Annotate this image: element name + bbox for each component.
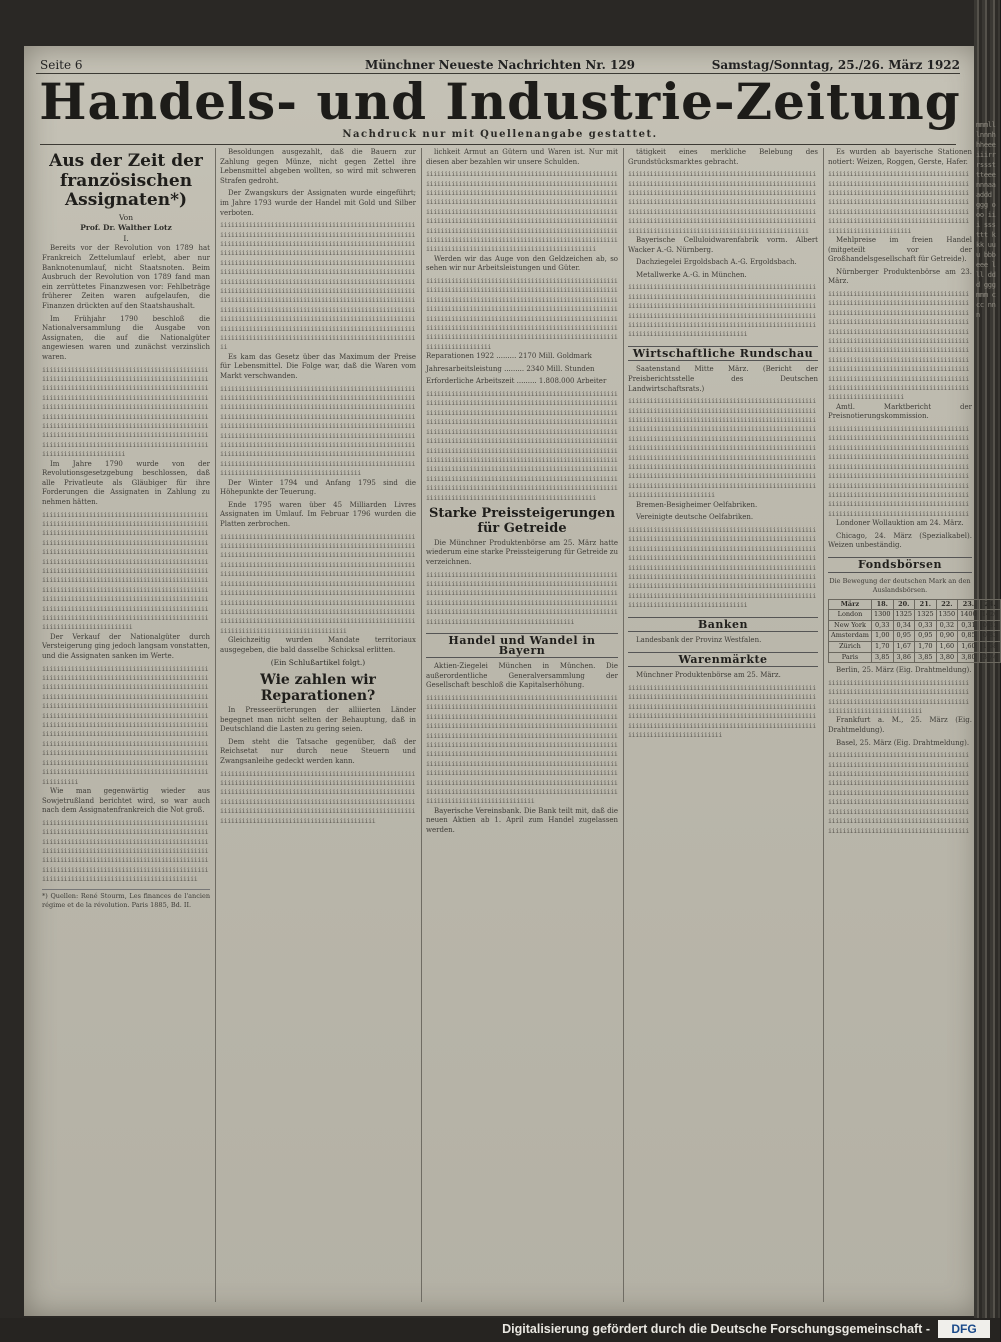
issue-date: Samstag/Sonntag, 25./26. März 1922	[711, 58, 960, 72]
column-1	[42, 148, 210, 1302]
masthead-rule	[40, 144, 956, 145]
article-paragraph: Dem steht die Tatsache gegenüber, daß der Reichsetat nur durch neue Steuern und Zwangsanleihe gedeckt werden kann.	[220, 737, 416, 766]
table-header-cell: März	[829, 599, 872, 610]
illegible-text-block: iiiiiiiiiiiiiiiiiiiiiiiiiiiiiiiiiiiiiiiiiiiiiiiiiiiiiiiiiiiiiiiiiiiiiiiiiiiiiiiiiiiiiiiiiiiiiiiiiiiiiiiiiiiiiiiiiiiiiiiiiiiiiiiiiiiiiiiiiiiiiiiiiiiiiiiiiiiiiiiiiiiiiiiiiiiiiiiiiiiiiiiiiiiiiiiiiiiiiiiiiiiiiiiiiiiiiiiiiiiiiiiiiiiiiiiiiiiiiiiiiiiiiiiiiiiiiiiiiiiiiiiiiiiiiiiiiiiiiiiiiiiiiiiiiiiiiiiiiiiiiiiiii	[426, 570, 618, 626]
article-paragraph: Die Münchner Produktenbörse am 25. März hatte wiederum eine starke Preissteigerung für Getreide zu verzeichnen.	[426, 538, 619, 566]
table-cell: 3,80	[936, 652, 958, 663]
illegible-text-block: iiiiiiiiiiiiiiiiiiiiiiiiiiiiiiiiiiiiiiiiiiiiiiiiiiiiiiiiiiiiiiiiiiiiiiiiiiiiiiiiiiiiiiiiiiiiiiiiiiiiiiiiiiiiiiiiiiiiiiiiiiiiiiiiiiiiiiiiiiiiiiiiiiiiiiiiiiiiiiiiiiiiiiiiiiiiiiiiiiiiiiiiiiiiiiiiiiiiiiiiiiiiiiiiiiiiiiiiiiiiiiiiiiiiiiiiiiiiiiiiiiiiiiiiiiiiiiiii	[828, 170, 969, 235]
article-headline-assignaten: Aus der Zeit der französischen Assignaten*)	[49, 151, 203, 211]
table-cell: 3,85	[871, 652, 893, 663]
table-row	[829, 642, 1001, 653]
newspaper-name: Münchner Neueste Nachrichten Nr. 129	[364, 58, 636, 72]
table-cell: 1,60	[958, 642, 980, 653]
table-cell: 3,74	[979, 652, 1001, 663]
illegible-text-block: iiiiiiiiiiiiiiiiiiiiiiiiiiiiiiiiiiiiiiiiiiiiiiiiiiiiiiiiiiiiiiiiiiiiiiiiiiiiiiiiiiiiiiiiiiiiiiiiiiiiiiiiiiiiiiiiiiiiiiiiiiiiiiiiiiiiiiiiiiiiiiiiiiiiiiiiiiiiiiiiiiiiiiiiiiiiiiiiiiiiiiiiiiiiiiiiiiiiiiiiiiiiiiiiiiiiiiiiiiiiiiiiiiiiiiiiiiiiiiiiiiiiiiiiiiiiiiiiiiiiiiiiiiiiiiiiiiiiiiiiiiiiiiiiiiiiiiiiiiiiiiiiiiiiiiiiiiiiiiiiiiiiiiiiiiiiiiiiiiiiiiiiiiiiiii	[828, 751, 969, 835]
byline-von: Von	[118, 212, 134, 222]
table-cell: New York	[829, 620, 872, 631]
article-paragraph: Der Verkauf der Nationalgüter durch Versteigerung ging jedoch langsam vonstatten, und die Assignaten sanken im Werte.	[42, 632, 210, 661]
page-number: Seite 6	[40, 58, 83, 72]
table-cell: 1300	[871, 610, 893, 621]
table-cell: 1400	[958, 610, 980, 621]
illegible-text-block: iiiiiiiiiiiiiiiiiiiiiiiiiiiiiiiiiiiiiiiiiiiiiiiiiiiiiiiiiiiiiiiiiiiiiiiiiiiiiiiiiiiiiiiiiiiiiiiiiiiiiiiiiiiiiiiiiiiiiiiiiiiiiiiiiiiiiiiiiiiiiiiiiiiiiiiiiiiiiiiiiiiiiiiiiiiiiiiiiiiiiiiiiiiiiiiiiiiiiiiiiiiiiiiiiiiiiiiiiiiiiiiiiiiiiiiiiiiiiiiiiiiiiiiiiiiiiiiiiiiiiiiiiiiiiiiiiiiiiiiiiiiiiiiiiiiiiiiiiiiiiiiiiiiiiiiiiiiiiiiiiiiiiiiiiiiiiiiiiiiiiiiiiiiiiiiiiiiiiiiiiiiiiiiiiiiiiiiiiiiiiiiiiiiiiiiiiiiiiiiiiiiiiiiiiiiiiiiiiiiiiiiiiiiiiiiiiiiiiiiiiiiiiiiiiiiiiiiiiiiiiiiiiiiiiiiiiiiiiiiiiiiiiiiiiiiiiiiiiiiiiiiiiiiiiiiiiiiiiiiiiiiiiiiiiiiiiiiiiiiiiiiiiiiiiiiiiiiiiiiiiiiiiiiiiiiiiiiiiiiiiiiiiiiiiiiiiiiiiiiiiiiiiiiiiiiiiiiiiiiiiiiiiiiiiiiiiiiiiiiiiiiiiiiiiiiiiiiiiiiiiiiiiiiiiiiiiiiiiiiiiiiiiiiiiiiiiiiiiiiiiiii	[220, 221, 416, 352]
column-2	[220, 148, 416, 1302]
table-cell: 0,34	[893, 620, 915, 631]
table-cell: 1,70	[871, 642, 893, 653]
adjacent-page-text-fragment: mmmlllnnnhhheeeiiirrrsssttteeennnaaaddd ggg ooo iii sss ttt kkk uuu bbb eee lll ddd ggg mmm ccc nnn	[976, 121, 996, 319]
article-paragraph: Aktien-Ziegelei München in München. Die außerordentliche Generalversammlung der Gesellschaft beschloß die Kapitalserhöhung.	[426, 662, 618, 690]
table-cell: 0,33	[915, 620, 937, 631]
digitization-credit: Digitalisierung gefördert durch die Deutsche Forschungsgemeinschaft -	[502, 1322, 930, 1336]
illegible-text-block: iiiiiiiiiiiiiiiiiiiiiiiiiiiiiiiiiiiiiiiiiiiiiiiiiiiiiiiiiiiiiiiiiiiiiiiiiiiiiiiiiiiiiiiiiiiiiiiiiiiiiiiiiiiiiiiiiiiiiiiiiiiiiiiiiiiiiiiiiiiiiiiiiiiiiiiiiiiiiiiiiiiiiiiiiiiiiiiiiiiiiiiiiiiiiiiiiiiiiiiiiiiiiiiiiiiiiiiiiiiiiiiiiiiiiiiiiiiiiiiiiiiiiiiiiiiiiiiiiiiiiiiiiiiiiiiiiiiiiiiiiiiiiiiiiiiiiiiiiiiiiiiiiiiiiiiiiiiiiiiiiiiiiiiiiiiiiiiiiiiiiiiiiiiiiiiiiiiiiiiiiiiiiiiiiiiiiiiiiiiiiiiiiiiiiiiiiiiiiiiiiiiiiiiiiiiiiiiiiiiiiiiiiiiiiiiiiiiiiiiiiiiiiiiiiiiiiiiiiiiiiiiiiiiiiiiiiiiiiiiiiiiiiiiiiiiiiiiiiiiiiiiiiiiiiiiiiiiiiiiiiiiiiiiiiiiiiiiiiiiiiiiiiiiiiiiiiiiiiiiiiiiiiiiiiiiiiii	[220, 532, 416, 635]
dfg-logo: DFG	[938, 1320, 990, 1338]
reparation-figure-line: Reparationen 1922 ......... 2170 Mill. Goldmark	[426, 352, 592, 361]
article-paragraph: Nürnberger Produktenbörse am 23. März.	[828, 267, 972, 286]
mark-exchange-table	[828, 599, 1001, 664]
table-cell: 1,00	[871, 631, 893, 642]
article-author: Prof. Dr. Walther Lotz	[80, 223, 172, 233]
table-header-cell: 20.	[893, 599, 915, 610]
table-cell: 3,85	[915, 652, 937, 663]
article-headline-getreide: Starke Preissteigerungen für Getreide	[428, 505, 616, 536]
article-paragraph: Bayerische Celluloidwarenfabrik vorm. Albert Wacker A.-G. Nürnberg.	[628, 236, 818, 254]
article-paragraph: Im Frühjahr 1790 beschloß die Nationalversammlung die Ausgabe von Assignaten, die auf die Nationalgüter angewiesen waren und zunächst verzinslich waren.	[42, 314, 210, 361]
article-paragraph: Bayerische Vereinsbank. Die Bank teilt mit, daß die neuen Aktien ab 1. April zum Handel zugelassen werden.	[426, 806, 618, 835]
table-cell: Paris	[829, 652, 872, 663]
article-paragraph: Es kam das Gesetz über das Maximum der Preise für Lebensmittel. Die Folge war, daß die Waren vom Markt verschwanden.	[220, 352, 416, 381]
article-paragraph: In Presseerörterungen der alliierten Länder begegnet man nicht selten der Behauptung, daß in Deutschland die Lasten zu gering seien.	[220, 706, 416, 734]
illegible-text-block: iiiiiiiiiiiiiiiiiiiiiiiiiiiiiiiiiiiiiiiiiiiiiiiiiiiiiiiiiiiiiiiiiiiiiiiiiiiiiiiiiiiiiiiiiiiiiiiiiiiiiiiiiiiiiiiiiiiiiiiiiiiiiiiiiiiiiiiiiiiiiiiiiiiiiiiiiiiiiiiiiiiiiiiiiiiiiiiiiiiiiiiiiiiiiiiiiiiiiiiiiiiiiiiiiiiiiiiiiiiiiiiiiiiiiiiiiiiiiiiiiiiiiiiiiiiiiiiiiiiiiiiiiiiiiiiiiiiiiiiiiiiiiiiiiiiiiiiiiiiiiiiiiiiiiiiiiiiiiiiiiiiiiiiiiiiiiiiiiiiiiiiiiiiiiiiiiiiiiiiiiiiiiiiiiiiiiiiiiiiiiiiiiiiiiiiiiiiiiiiiiiiiiiiiiiiiiiiiiiiiiiiiiiiiiiiiiiiiiiiiiiiiiiiiiiiiiiiiiiiiiiiiiiiiiiiiiiiiiiiiiiiiiiiiiiiiiiiiiiiiiiiiiiiiiiiiiiiiiiiiiiiiiiiiiiiiiiiiiiiiiiiiiiiiiiiiiiiiiiiiiiiiiiiiiiiiiiiiiiiiiiiiiiiiiiiiiiiiiiiiiiiiiiiiiiiii	[426, 694, 618, 806]
illegible-text-block: iiiiiiiiiiiiiiiiiiiiiiiiiiiiiiiiiiiiiiiiiiiiiiiiiiiiiiiiiiiiiiiiiiiiiiiiiiiiiiiiiiiiiiiiiiiiiiiiiiiiiiiiiiiiiiiiiiiiiiiiiiiiiiiiiiiiiiiiiiiiiiiiiiiiiiiiiiiiiiiiiiiiiiiiiiiiiiiiiiiiiiiiiiiiiiiiiiiiiiiiiiiiiiiiiiiiiiiiiiiiiiiiiiiiiiiiiiiiiiiiiiiiiiiiiiiiiiiiiiiiiiiiiiiiiiiiiiiiiiiiiiiiiiiiiiiiiiiiiiiiiiiiiiiiiiiiiiiiiii	[42, 818, 209, 884]
illegible-text-block: iiiiiiiiiiiiiiiiiiiiiiiiiiiiiiiiiiiiiiiiiiiiiiiiiiiiiiiiiiiiiiiiiiiiiiiiiiiiiiiiiiiiiiiiiiiiiiiiiiiiiiiiiiiiiiiiiiiiiiiiiiiiiiiiiiiiiiiiiiiiiiiiiiiiiiiiiiiiiiiiiiiiiiiiiiiiiiiiiiiiiiiiiiiiiiiiiiiiiiiiiiiiiiiiiiiiiiiiiiiiiiiiiiiiiiiiiiiiiiiiiiiiiiiiiiiiiiiiiiiiiiiiiiiiiiiiiiiiiiiiiiiiiiiiiiiiiiiiiiiiiiiiiiiiiiiiiiiiiiiiiiiiiiiiiiiiiiiiiiiiiiiiiiiiiiiiiiiiiiiiiiiiiiiiiiiiiiiiiiiiiiiiiiiiiiiiiiiiiiiiiiiiiiiiiiiiiiiiiiiiiiiiiiiiiiiiiiiiiiiiiiiiiiiii	[628, 525, 816, 610]
article-paragraph: Besoldungen ausgezahlt, daß die Bauern zur Zahlung gegen Münze, nicht gegen Zettel ihre Lebensmittel abgeben wollten, so wird mit schweren Strafen gedroht.	[220, 148, 416, 185]
article-paragraph: tätigkeit eines merkliche Belebung des Grundstücksmarktes gebracht.	[628, 148, 818, 166]
table-header-cell: 24.	[979, 599, 1001, 610]
column-divider	[623, 148, 624, 1302]
article-paragraph: Bremen-Besigheimer Oelfabriken.	[636, 500, 758, 509]
article-paragraph: Mehlpreise im freien Handel (mitgeteilt vor der Großhandelsgesellschaft für Getreide).	[828, 236, 972, 264]
reparation-figure-line: Jahresarbeitsleistung ......... 2340 Mill. Stunden	[426, 364, 595, 373]
table-cell: 1420	[979, 610, 1001, 621]
article-paragraph: Frankfurt a. M., 25. März (Eig. Drahtmeldung).	[828, 716, 972, 735]
article-headline-reparationen: Wie zahlen wir Reparationen?	[260, 671, 376, 704]
table-cell: 0,85	[958, 631, 980, 642]
article-paragraph: Landesbank der Provinz Westfalen.	[636, 636, 762, 645]
illegible-text-block: iiiiiiiiiiiiiiiiiiiiiiiiiiiiiiiiiiiiiiiiiiiiiiiiiiiiiiiiiiiiiiiiiiiiiiiiiiiiiiiiiiiiiiiiiiiiiiiiiiiiiiiiiiiiiiiiiiiiiiiiiiiiiiiiiiiiiiiiiiiiiiiiiiiiiiiiiiiiiiiiiiiiiiiiiiiiiiiiiiiiiiiiiiiiiiiiiiiiiiiiiiiiiiiiiiiiiiiiiiiiiiiiiiiiiiiiiiiiiiiiiiiiiiiiiiiiiiiiiiiiiiiiiiiiiiiiiiiiiiiiiiiiiiiiiiiiiiiiiiiiiiiiiiiiiiiiiiiiiiiiiiiiiiiiiiiiiiiiiiiiiiiiiiiiiiiiiiiiiiiiiiiiiiiiiiiiiiiiiiiiiiiiiiiiiiiiiiiiiiiiiiiiiiiiiiiiiiiiiiiiiiiiiiiiiiiiiiiiiiiiiiiiiiiiii	[828, 290, 969, 402]
table-row	[829, 652, 1001, 663]
table-header-row	[829, 599, 1001, 610]
section-warenmaerkte: Warenmärkte	[628, 652, 818, 668]
table-cell: 1,60	[936, 642, 958, 653]
section-masthead: Handels- und Industrie-Zeitung	[39, 72, 961, 131]
illegible-text-block: iiiiiiiiiiiiiiiiiiiiiiiiiiiiiiiiiiiiiiiiiiiiiiiiiiiiiiiiiiiiiiiiiiiiiiiiiiiiiiiiiiiiiiiiiiiiiiiiiiiiiiiiiiiiiiiiiiiiiiiiiiiiiiiiiiiiiiiiiiiiiiiiiiiiiiiiiiiiiiiiiiiiiiiiiiiiiiiiiiiiiiiiiiiiiiiiiiiiiiiiiiiiiiiiiiiiiiiiiiiiiiiiiiiiiiiiiiiiiiiiiiiiiiiiiiiiiiiiiiiiiiiiiiiiiiiiiiiiiiiiiiiiiiiiiiiiiiiiiiiiiiiiiiiiiiiii	[220, 769, 416, 825]
table-cell: Zürich	[829, 642, 872, 653]
article-paragraph: Ende 1795 waren über 45 Milliarden Livres Assignaten im Umlauf. Im Februar 1796 wurden die Platten zerbrochen.	[220, 500, 416, 529]
table-cell: 1350	[936, 610, 958, 621]
illegible-text-block: iiiiiiiiiiiiiiiiiiiiiiiiiiiiiiiiiiiiiiiiiiiiiiiiiiiiiiiiiiiiiiiiiiiiiiiiiiiiiiiiiiiiiiiiiiiiiiiiiiiiiiiiiiiiiiiiiiiiiiiiiiiiiiiiiiiiiiiiiiiiiiiiiiiiiiiiiiiiiiiiiiiiiiiiiiiiiiiiiiiiiiiiiiiiiiiiiiiiiiiiiiiiiiiiiiiiiiiiiiiiiiiiiiiiiiiiiiiiiiiiiiiiiiiiiiiiiiiiiiiiiiiiiiiiiiiiiiiiiiiiiiiiiiiiiiiiiiiiiiiiiiiiiiiiiiiiiiiiiiiiiiiiiiiiiiiiiiiiiiiiiiiiiiiiiiiiiiiiiiiiiiiiiiiiiiiiiiiiiiiiiiiiiiiiiiiiiiiiiiiiiiiiiiiiiiiiiiiiiiiiiiiiiiiiiiiiiiiiiiiiiiiiiiiiiiiiiiiiiiiiiiiiiiiiiii	[426, 170, 618, 254]
table-header-cell: 23.	[958, 599, 980, 610]
article-paragraph: Saatenstand Mitte März. (Bericht der Preisberichtsstelle des Deutschen Landwirtschaftsrats.)	[628, 365, 818, 393]
table-header-cell: 21.	[915, 599, 937, 610]
illegible-text-block: iiiiiiiiiiiiiiiiiiiiiiiiiiiiiiiiiiiiiiiiiiiiiiiiiiiiiiiiiiiiiiiiiiiiiiiiiiiiiiiiiiiiiiiiiiiiiiiiiiiiiiiiiiiiiiiiiiiiiiiiiiiiiiiiiiiiiiiiiiiiiiiiiiiiiiiiiiiiiiiiiiiiiiiiiiiiiiiiiiiiiiiiiiiiiiiiiiiiiiiiiiiiiiiiiiiiiiiiiiiiiiiiiiiiiiiiiiiiiiiiiiiiiiiiiiiiiiiiiiiiiiiiiiiiiiiiiiiiiiiiiiiiiiiiiiiiiiiiiiiiiiiiiiiiiiiiiiiiiiiiiiiiiiiiiiiiiiiiiiiiiiiiiiiiiiiiiiiiiiiiiiiiiiiiiiiiiiiiiiiiiiiiiiiiiiiiiiiiiiiiiiiiiiiiiiiiiiiiiiiiiiiiiiiiiiiiiiiiiiiiiiiiiiiiiiiiiiiiiiiiiiiiiiiiiiiiiiiiiiiiiiiiiiiiiiiiiiiiiiiiiiiiiiiiiiiiiiiiiiiiiiiiiiiiiiiiiiiiiiiiiiiiiiiiiiiiiiiiiiiiiiiiiiiiiiiiiiiiiiiiiiiiiiiiiiiiiiiiiiiiiiiiiiiiiiiiiiiiiiiiiiiiiiiiii	[426, 390, 618, 502]
table-cell: 0,33	[871, 620, 893, 631]
section-fondsboersen: Fondsbörsen	[828, 557, 972, 573]
table-header-cell: 22.	[936, 599, 958, 610]
article-paragraph: Basel, 25. März (Eig. Drahtmeldung).	[836, 738, 970, 747]
section-wirtschaftliche-rundschau: Wirtschaftliche Rundschau	[628, 346, 818, 362]
illegible-text-block: iiiiiiiiiiiiiiiiiiiiiiiiiiiiiiiiiiiiiiiiiiiiiiiiiiiiiiiiiiiiiiiiiiiiiiiiiiiiiiiiiiiiiiiiiiiiiiiiiiiiiiiiiiiiiiiiiiiiiiiiiiiiiiiiiiiiiiiiiiiiiiiiiiiiiiiiiiiiiiiiiiiiiiiiiiiiiiiiiiiiiiiiiiiiiiiiiiiiiiiiiiiiiiiiiiiiiiiiiiiiiiiiiiiiiiiiiiiiiiiiiiiiiiiiiiiiiiiiiiiiiiiiiiiiiiiiiiiiiiiiiiiiii	[628, 683, 816, 739]
illegible-text-block: iiiiiiiiiiiiiiiiiiiiiiiiiiiiiiiiiiiiiiiiiiiiiiiiiiiiiiiiiiiiiiiiiiiiiiiiiiiiiiiiiiiiiiiiiiiiiiiiiiiiiiiiiiiiiiiiiiiiiiiiiiiiiiiiiiiiiiiiiiiiiiiiiiiiiiiiiiiiiiiiiiiiiiiiiiiiiiiiiiiiiiiiiiiiiiiiiiiiiiiiiiiiiiiiiiiiiiiiiiiiiiiiiiiiiiiiiiiiiiiiiiiiiiiiiiiiiiiiiiiiiiiiiiiiiiiiiiiiiiiiiiiiiiiiiiiiiiiiiiiiiiiiiiiiiiiiiiiiiiiiiiiiiiiiiiiiiiiiiiiiiiiiiiiiiiiiiiiiiiiiiiiiiiiiiiiiiiiiiiiiiiiiiiiii	[426, 277, 618, 351]
article-paragraph: Wie man gegenwärtig wieder aus Sowjetrußland berichtet wird, so war auch nach dem Assignatenfrankreich die Not groß.	[42, 786, 210, 815]
table-cell: 0,31	[979, 620, 1001, 631]
article-paragraph: Münchner Produktenbörse am 25. März.	[636, 671, 781, 680]
article-paragraph: Gleichzeitig wurden Mandate territoriaux ausgegeben, die bald dasselbe Schicksal erlitten.	[220, 636, 416, 654]
column-divider	[215, 148, 216, 1302]
article-paragraph: Metallwerke A.-G. in München.	[636, 270, 747, 279]
illegible-text-block: iiiiiiiiiiiiiiiiiiiiiiiiiiiiiiiiiiiiiiiiiiiiiiiiiiiiiiiiiiiiiiiiiiiiiiiiiiiiiiiiiiiiiiiiiiiiiiiiiiiiiiiiiiiiiiiiiiiiiiiiiiiiiiiiiiiiiiiiiiiiiiiiiiiiiiiiiiiiiiiiiiiiiiiiiiiiiiiiiiiiiiiiiiiiiiiiiiiiiiiiiiiiiiiiiiiiiiiiiiiiiiiiiiiiiiiiiiiiiiiiiiiiiiiiiiiiiiiiiiiiiiiiiiiiiiiiiiiiiiiiiiiiiiiiiiiiiiiiiiiiiiiiiiiiiiiiiiiiiiiiiiiiiiiiiiiiiiiiiiiiiiiiiiiiiiiiiiiiiiiiiiiiiiiiiiiiiiiiiiiiiiiiiiiiiiiiiiiiiiiiiiiiiiiiiiiiiiiiiiiiiiiiiiiiiiiiiiiiiiiiiiiiiiiiiiiiiiiiiiiiiiiiiiiiiiiiiiiiiiiiiiiiiiiiiiiiiiiiiiiiiiiiiiiiiiiiiiiiiiiiiiiiiiiiiiiiiiiiiiiiiiiiiiiiiiiiiiiiiiiiiiiiiiiiiiiiiiiii	[42, 510, 209, 632]
masthead-subtitle: Nachdruck nur mit Quellenangabe gestattet.	[342, 129, 658, 140]
table-cell: 1,67	[893, 642, 915, 653]
article-footnote: *) Quellen: René Stourm, Les finances de l'ancien régime et de la révolution. Paris 1885, Bd. II.	[42, 889, 210, 911]
column-divider	[421, 148, 422, 1302]
article-paragraph: Dachziegelei Ergoldsbach A.-G. Ergoldsbach.	[636, 258, 797, 267]
section-banken: Banken	[628, 617, 818, 633]
article-part-number: I.	[123, 233, 129, 243]
illegible-text-block: iiiiiiiiiiiiiiiiiiiiiiiiiiiiiiiiiiiiiiiiiiiiiiiiiiiiiiiiiiiiiiiiiiiiiiiiiiiiiiiiiiiiiiiiiiiiiiiiiiiiiiiiiiiiiiiiiiiiiiiiiiiiiiiiiiiiiiiiiiiiiiiiiiiiiiiiiiiiiiiiiiiiiiiiiiiiiiiiiiiiiiiiiiiiiiiiiiiiiiiiiiiiiiiiiiiiiiiiiiiiiiiiiiiiiiiiiiiiiiiiiiiiiiiiiiiiiiiiiiiiiiiiiiiiiiiiiiiiiiiiiiiiiiiiiiiiiiiiiiiiiiiiiiiiiiiiiiiiiiiiiiiiiiiiiiiiiiiiiiiiiiiiiiiiiiiiiiiiiiiiiiiiiiiiiiiiiiiiiiiiiiiiiiiiii	[828, 425, 969, 518]
article-paragraph: Es wurden ab bayerische Stationen notiert: Weizen, Roggen, Gerste, Hafer.	[828, 148, 972, 166]
table-cell: 1325	[893, 610, 915, 621]
table-cell: 0,95	[915, 631, 937, 642]
illegible-text-block: iiiiiiiiiiiiiiiiiiiiiiiiiiiiiiiiiiiiiiiiiiiiiiiiiiiiiiiiiiiiiiiiiiiiiiiiiiiiiiiiiiiiiiiiiiiiiiiiiiiiiiiiiiiiiiiiiiiiiiiiiiiiiiiiiiiiiiiiiiiiiiiiiiiiiiiiiiiiiiiiiiiiiiiiiiiiiiiiiiiiiiiiiiiiiiiiiiiiiiiiiiiiiiiiiiiiiiiiiiiiiiiiiiiiiiiiiiiiiiiiiiiiiiiiiiiiiiiiiiiiiiiiiiiiiiiiiiiiiiiiiiiiiiiiiiiii	[628, 283, 816, 339]
table-header-cell: 18.	[871, 599, 893, 610]
illegible-text-block: iiiiiiiiiiiiiiiiiiiiiiiiiiiiiiiiiiiiiiiiiiiiiiiiiiiiiiiiiiiiiiiiiiiiiiiiiiiiiiiiiiiiiiiiiiiiiiiiiiiiiiiiiiiiiiiiiiiiiiiiiiiiiiiiiiiiiiiiiiiiiiiiiiiiiiiiiiiiiiiiiiiiiiiiiiiiiiiiiiiiiiiiiiiiiiiiiiiiiiiiiiiiiiiiiiiiiiiiiiiiiiiiiiiiiiiiiiiiiiiiiiiiiiiiiiiiiiiiiiiiiiiiiiiiiiiiiiiiiiiiiiiiiiiiiiiiiiiiiiiiiiiiiiiiiiiiiiiiiiiiiiiiiiiiiiiiiiiiiiiiiiiiiiiiiiiiiiiiiiiiii	[628, 170, 816, 235]
column-4	[628, 148, 818, 1302]
article-paragraph: Chicago, 24. März (Spezialkabel). Weizen unbeständig.	[828, 531, 972, 550]
table-cell: 0,32	[936, 620, 958, 631]
table-row	[829, 610, 1001, 621]
illegible-text-block: iiiiiiiiiiiiiiiiiiiiiiiiiiiiiiiiiiiiiiiiiiiiiiiiiiiiiiiiiiiiiiiiiiiiiiiiiiiiiiiiiiiiiiiiiiiiiiiiiiiiiiiiiiiiiiiiiiiiiiiiiiiiiiiiiiiiiiiiiiiiiiiiiiiiiiiiiiiiiiiiiiiiiiiiiiiiiiiiiiiiiiiiiiiiiiiiiiiiiiiiiiiiiiiiiiiiiiiiiiiiiiiiiiiiiiiiiiiiiiiiiiiiiiiiiiiiiiiiiiiiiiiiiiiiiiiiiiiiiiiiiiiiiiiiiiiiiiiiiiiiiiiiiiiiiiiiiiiiiiiiiiiiiiiiiiiiiiiiiiiiiiiiiiiiiiiiiiiiiiiiiiiiiiiiiiiiiiiiiiiiiiiiiiiiiiiiiiiiiiiiiiiiiiiiiiiiiiiiiiiiiiiiiiiiiiiiiiiii	[42, 365, 209, 459]
section-handel-bayern: Handel und Wandel in Bayern	[426, 633, 618, 658]
table-cell: 0,95	[893, 631, 915, 642]
illegible-text-block: iiiiiiiiiiiiiiiiiiiiiiiiiiiiiiiiiiiiiiiiiiiiiiiiiiiiiiiiiiiiiiiiiiiiiiiiiiiiiiiiiiiiiiiiiiiiiiiiiiiiiiiiiiiiiiiiiiiiiiiiiiiiiiiiiiiiiiiiiiiiiiiiiiiiiiiiiiiiiiiiiiiiiiiiiiiiiiiiiiiiiiiiiiiiiiiiiiiiiiiiiiiiiiiiiiiiiiiiiiiiiiiiiiiiiiiiiiiiiiiiiiiiiiiiiiiiiiiiiiiiiiiiiiiiiiiiiiiiiiiiiiiiiiiiiiiiiiiiiiiiiiiiiiiiiiiiiiiiiiiiiiiiiiiiiiiiiiiiiiiiiiiiiiiiiiiiiiiiiiiiiiiiiiiiiiiiiiiiiiiiiiiiiiiiiiiiiiiiiiiiiiiiiiiiiiiiiiiiiiiiiiiiiiiiiiiiiiiiiiiiiiiiiiiiiiiiiiiiiiiiiiiiiiiiiiiiiiiiiiiiiiiiiiiiiiiiiiiiiiiiiiiiiiiiiiiiiiiiiiiiiiiiiiiiiiiiiiiiiiiiiiii	[628, 397, 816, 500]
column-divider	[823, 148, 824, 1302]
adjacent-page-edge	[974, 0, 1000, 1342]
article-paragraph: Berlin, 25. März (Eig. Drahtmeldung).	[836, 666, 972, 675]
reparation-figure-line: Erforderliche Arbeitszeit ......... 1.808.000 Arbeiter	[426, 377, 607, 386]
article-paragraph: Im Jahre 1790 wurde von der Revolutionsgesetzgebung beschlossen, daß alle Privatleute als Gläubiger für ihre Forderungen die Assignaten in Zahlung zu nehmen hätten.	[42, 459, 210, 506]
continued-note: (Ein Schlußartikel folgt.)	[270, 658, 366, 668]
table-cell: London	[829, 610, 872, 621]
table-cell: 0,83	[979, 631, 1001, 642]
table-cell: 0,90	[936, 631, 958, 642]
table-cell: 1325	[915, 610, 937, 621]
illegible-text-block: iiiiiiiiiiiiiiiiiiiiiiiiiiiiiiiiiiiiiiiiiiiiiiiiiiiiiiiiiiiiiiiiiiiiiiiiiiiiiiiiiiiiiiiiiiiiiiiiiiiiiiiiiiiiiiiiiiiiiiiiiiiiiiiiiiiiiiiiiiiiiiiiiiiiiiiiiiiiiiiiiiiiiiiiiiiiiiiiiiiiiiiiiiiiiiiiiiiiiiiiiiiiiiiiiiiiiiiiiiiiiiiiiiiiiiiiiiiiiiiiiiiiiiiiiiiiiiiiiiiiiiiiiiiiiiiiiiiiiiiiiiiiiiiiiiiiiiiiiiiiiiiiiiiiiiiiiiiiiiiiiiiiiiiiiiiiiiiiiiiiiiiiiiiiiiiiiiiiiiiiiiiiiiiiiiiiiiiiiiiiiiiiiiiiiiiiiiiiiiiiiiiiiiiiiiiiiiiiiiiiiiiiiiiiiiiiiiiiiiiiiiiiiiiiiiiiiiiiiiiiiiiiiiiiiiiiiiiiiiiiiiiiiiiiiiiiiiiiiiiiiiiiiiiiiiiiiiiiiiiiiiiiiiiiiiiiiiiiiiiiiiiiiiiiiiiiiiiiiiiiii	[42, 664, 209, 786]
table-cell: 0,31	[958, 620, 980, 631]
table-row	[829, 620, 1001, 631]
table-cell: 3,80	[958, 652, 980, 663]
table-caption: Die Bewegung der deutschen Mark an den Auslandsbörsen.	[829, 576, 971, 595]
article-paragraph: Amtl. Marktbericht der Preisnotierungskommission.	[828, 402, 972, 421]
table-row	[829, 631, 1001, 642]
table-cell: 1,58	[979, 642, 1001, 653]
table-cell: Amsterdam	[829, 631, 872, 642]
column-3	[426, 148, 618, 1302]
article-paragraph: lichkeit Armut an Gütern und Waren ist. Nur mit diesen aber bezahlen wir unsere Schulden.	[426, 148, 618, 166]
article-paragraph: Londoner Wollauktion am 24. März.	[836, 519, 964, 528]
table-cell: 1,70	[915, 642, 937, 653]
table-cell: 3,86	[893, 652, 915, 663]
article-paragraph: Der Zwangskurs der Assignaten wurde eingeführt; im Jahre 1793 wurde der Handel mit Gold und Silber verboten.	[220, 189, 416, 217]
article-paragraph: Vereinigte deutsche Oelfabriken.	[636, 513, 754, 522]
article-paragraph: Der Winter 1794 und Anfang 1795 sind die Höhepunkte der Teuerung.	[220, 478, 416, 497]
illegible-text-block: iiiiiiiiiiiiiiiiiiiiiiiiiiiiiiiiiiiiiiiiiiiiiiiiiiiiiiiiiiiiiiiiiiiiiiiiiiiiiiiiiiiiiiiiiiiiiiiiiiiiiiiiiiiiiiiiiiiiiiiiiiiiiiiiiiiiiiiiiiiiiii	[828, 678, 969, 716]
illegible-text-block: iiiiiiiiiiiiiiiiiiiiiiiiiiiiiiiiiiiiiiiiiiiiiiiiiiiiiiiiiiiiiiiiiiiiiiiiiiiiiiiiiiiiiiiiiiiiiiiiiiiiiiiiiiiiiiiiiiiiiiiiiiiiiiiiiiiiiiiiiiiiiiiiiiiiiiiiiiiiiiiiiiiiiiiiiiiiiiiiiiiiiiiiiiiiiiiiiiiiiiiiiiiiiiiiiiiiiiiiiiiiiiiiiiiiiiiiiiiiiiiiiiiiiiiiiiiiiiiiiiiiiiiiiiiiiiiiiiiiiiiiiiiiiiiiiiiiiiiiiiiiiiiiiiiiiiiiiiiiiiiiiiiiiiiiiiiiiiiiiiiiiiiiiiiiiiiiiiiiiiiiiiiiiiiiiiiiiiiiiiiiiiiiiiiiiiiiiiiiiiiiiiiiiiiiiiiiiiiiiiiiiiiiiiiiiiiiiiiiiiiiiiiiiiiiiiiiiiiiiiiiiiiiiiiiiiiiiiiiiiiiiiiiiiiiiiiiiiiiiiiiiiiiiiiiiiiiiiiiiiiiiiiii	[220, 384, 416, 478]
article-paragraph: Werden wir das Auge von den Geldzeichen ab, so sehen wir nur Arbeitsleistungen und Güter.	[426, 254, 618, 273]
article-paragraph: Bereits vor der Revolution von 1789 hat Frankreich Zettelumlauf erlebt, aber nur Banknotenumlauf, nicht Staatsnoten. Beim Ausbruch der Revolution von 1789 fand man ein zerrüttetes Finanzwesen vor: Fehlbeträge früherer Zeiten waren aufgelaufen, die Finanzen drückten auf den Staatshaushalt.	[42, 244, 210, 310]
